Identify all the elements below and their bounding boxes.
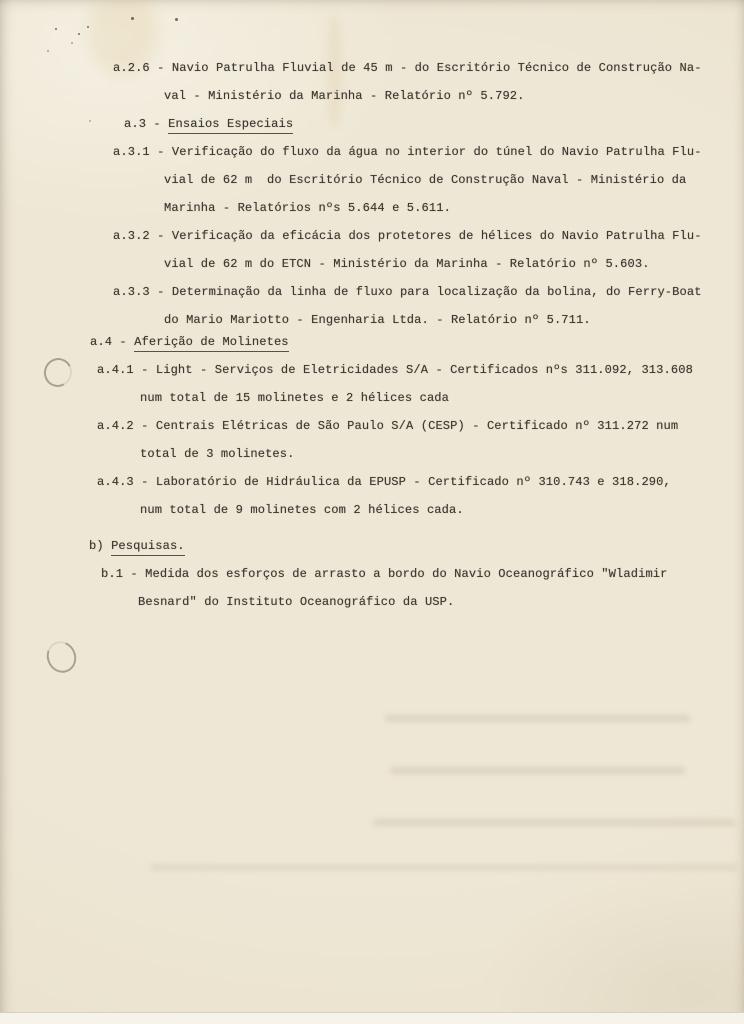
heading-a4 bbox=[90, 336, 289, 350]
entry-a3.1-line1: a.3.1 - Verificação do fluxo da água no interior do túnel do Navio Patrulha Flu- bbox=[113, 145, 702, 159]
heading-a4-label: a.4 - bbox=[90, 335, 135, 349]
entry-a3.2-line2: vial de 62 m do ETCN - Ministério da Marinha - Relatório nº 5.603. bbox=[164, 257, 650, 271]
bleed-through-line bbox=[385, 715, 690, 722]
heading-a3-label: a.3 - bbox=[124, 117, 169, 131]
entry-a3.1-line3: Marinha - Relatórios nºs 5.644 e 5.611. bbox=[164, 201, 451, 215]
heading-b-label: b) bbox=[89, 539, 112, 553]
entry-a4.1-line1: a.4.1 - Light - Serviços de Eletricidades S/A - Certificados nºs 311.092, 313.608 bbox=[97, 363, 693, 377]
heading-a3 bbox=[124, 118, 293, 132]
heading-a4-title: Aferição de Molinetes bbox=[134, 335, 289, 352]
ink-speck bbox=[71, 42, 73, 44]
entry-a3.2-line1: a.3.2 - Verificação da eficácia dos protetores de hélices do Navio Patrulha Flu- bbox=[113, 229, 702, 243]
entry-a4.3-line1: a.4.3 - Laboratório de Hidráulica da EPUSP - Certificado nº 310.743 e 318.290, bbox=[97, 475, 671, 489]
ink-speck bbox=[175, 18, 178, 21]
ink-speck bbox=[87, 26, 89, 28]
heading-a3-title: Ensaios Especiais bbox=[168, 117, 293, 134]
ink-speck bbox=[55, 28, 57, 30]
entry-a2.6-line2: val - Ministério da Marinha - Relatório nº 5.792. bbox=[164, 89, 525, 103]
bleed-through-line bbox=[150, 864, 738, 871]
ink-speck bbox=[47, 50, 49, 52]
entry-b1-line2: Besnard" do Instituto Oceanográfico da USP. bbox=[138, 595, 455, 609]
heading-b-title: Pesquisas. bbox=[111, 539, 185, 556]
entry-a3.3-line2: do Mario Mariotto - Engenharia Ltda. - Relatório nº 5.711. bbox=[164, 313, 591, 327]
entry-a3.3-line1: a.3.3 - Determinação da linha de fluxo para localização da bolina, do Ferry-Boat bbox=[113, 285, 702, 299]
heading-b bbox=[89, 540, 185, 554]
bleed-through-line bbox=[390, 767, 685, 774]
entry-a4.2-line2: total de 3 molinetes. bbox=[140, 447, 295, 461]
scan-bottom-edge bbox=[0, 1012, 744, 1024]
entry-a4.2-line1: a.4.2 - Centrais Elétricas de São Paulo S/A (CESP) - Certificado nº 311.272 num bbox=[97, 419, 679, 433]
ink-speck bbox=[89, 120, 91, 122]
punch-ring-mark bbox=[42, 636, 82, 677]
entry-a4.1-line2: num total de 15 molinetes e 2 hélices cada bbox=[140, 391, 450, 405]
entry-a3.1-line2: vial de 62 m do Escritório Técnico de Construção Naval - Ministério da bbox=[164, 173, 687, 187]
ink-speck bbox=[131, 17, 134, 20]
entry-a2.6-line1: a.2.6 - Navio Patrulha Fluvial de 45 m - do Escritório Técnico de Construção Na- bbox=[113, 61, 702, 75]
bleed-through-line bbox=[373, 819, 735, 826]
ink-speck bbox=[78, 33, 80, 35]
punch-ring-mark bbox=[40, 354, 76, 390]
entry-b1-line1: b.1 - Medida dos esforços de arrasto a bordo do Navio Oceanográfico "Wladimir bbox=[101, 567, 668, 581]
entry-a4.3-line2: num total de 9 molinetes com 2 hélices cada. bbox=[140, 503, 464, 517]
